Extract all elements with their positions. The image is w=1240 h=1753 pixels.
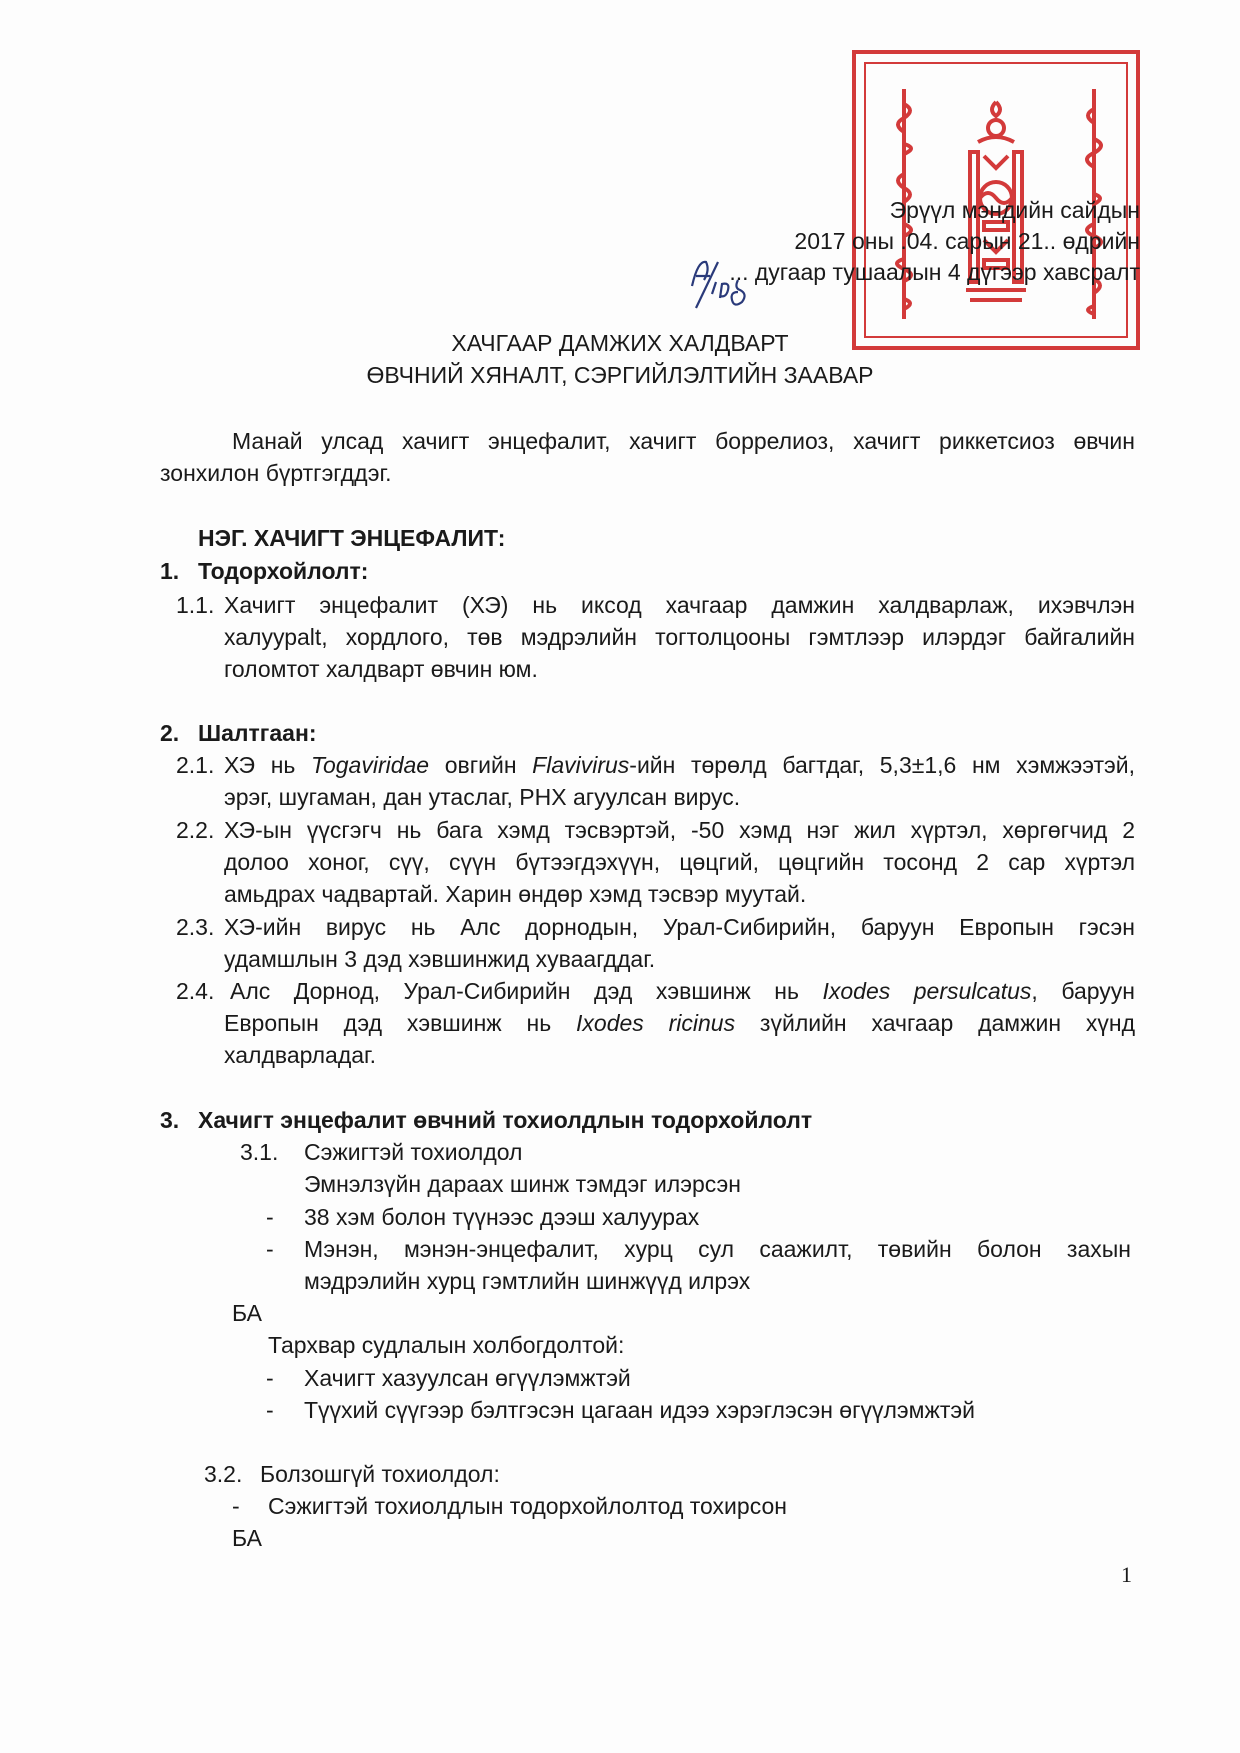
item-2-4-text-pre2: Европын дэд хэвшинж нь — [224, 1010, 577, 1036]
symptom-fever: 38 хэм болон түүнээс дээш халуурах — [304, 1204, 700, 1230]
sub3-number: 3. — [160, 1107, 180, 1133]
item-2-1-text-mid: овгийн — [429, 752, 533, 778]
epi-title: Тархвар судлалын холбогдолтой: — [268, 1332, 625, 1358]
item-2-2-line2: долоо хоног, сүү, сүүн бүтээгдэхүүн, цөцгий, цөцгийн тосонд 2 сар хүртэл — [224, 849, 1135, 875]
item-3-2-number: 3.2. — [204, 1461, 243, 1487]
item-2-1-text-post: -ийн төрөлд багтдаг, 5,3±1,6 нм хэмжээтэй, — [629, 752, 1136, 778]
bullet-dash: - — [232, 1493, 240, 1519]
handwritten-order-number-icon — [686, 252, 766, 318]
symptom-meningitis-line1: Мэнэн, мэнэн-энцефалит, хурц сул саажилт, төвийн болон захын — [304, 1236, 1131, 1262]
document-title-line2: ӨВЧНИЙ ХЯНАЛТ, СЭРГИЙЛЭЛТИЙН ЗААВАР — [366, 362, 874, 388]
intro-line1: Манай улсад хачигт энцефалит, хачигт боррелиоз, хачигт риккетсиоз өвчин — [232, 428, 1135, 454]
bullet-dash: - — [266, 1365, 274, 1391]
sub2-number: 2. — [160, 720, 180, 746]
bullet-dash: - — [266, 1236, 274, 1262]
item-1-1-number: 1.1. — [176, 592, 215, 618]
item-2-2-line1: ХЭ-ын үүсгэгч нь бага хэмд тэсвэртэй, -50 хэмд нэг жил хүртэл, хөргөгчид 2 — [224, 817, 1135, 843]
epi-tick-bite: Хачигт хазуулсан өгүүлэмжтэй — [304, 1365, 631, 1391]
item-2-3-line1: ХЭ-ийн вирус нь Алс дорнодын, Урал-Сибирийн, баруун Европын гэсэн — [224, 914, 1135, 940]
item-2-3-line2: удамшлын 3 дэд хэвшинжид хуваагддаг. — [224, 946, 656, 972]
item-3-2-title: Болзошгүй тохиолдол: — [260, 1461, 500, 1487]
intro-line2: зонхилон бүртгэгддэг. — [160, 460, 392, 486]
item-2-4-line3: халдварладаг. — [224, 1042, 377, 1068]
item-2-1-line2: эрэг, шугаман, дан утаслаг, РНХ агуулсан вирус. — [224, 784, 741, 810]
item-3-1-title: Сэжигтэй тохиолдол — [304, 1139, 523, 1165]
item-2-1-text-pre: ХЭ нь — [224, 752, 312, 778]
item-2-2-line3: амьдрах чадвартай. Харин өндөр хэмд тэсвэр муутай. — [224, 881, 807, 907]
sub1-title: Тодорхойлолт: — [198, 558, 369, 584]
header-line-date: 2017 оны .04. сарын 21.. өдрийн — [794, 228, 1140, 254]
item-1-1-line2: халуурalt, хордлого, төв мэдрэлийн тогтолцооны гэмтлээр илэрдэг байгалийн — [224, 624, 1135, 650]
document-title-line1: ХАЧГААР ДАМЖИХ ХАЛДВАРТ — [451, 330, 789, 356]
epi-raw-milk: Түүхий сүүгээр бэлтгэсэн цагаан идээ хэрэглэсэн өгүүлэмжтэй — [304, 1397, 975, 1423]
item-1-1-line3: голомтот халдварт өвчин юм. — [224, 656, 538, 682]
item-2-3-number: 2.3. — [176, 914, 215, 940]
item-3-2-bullet: Сэжигтэй тохиолдлын тодорхойлолтод тохирсон — [268, 1493, 787, 1519]
item-2-4-text-post1: , баруун — [1031, 978, 1135, 1004]
section-heading: НЭГ. ХАЧИГТ ЭНЦЕФАЛИТ: — [198, 525, 506, 551]
item-2-4-line1 — [230, 975, 1135, 1007]
header-line-minister: Эрүүл мэндийн сайдын — [889, 197, 1140, 223]
symptom-meningitis-line2: мэдрэлийн хурц гэмтлийн шинжүүд илрэх — [304, 1268, 751, 1294]
header-line-order: ... дугаар тушаалын 4 дүгээр хавсралт — [729, 259, 1140, 285]
item-2-1-line1 — [224, 749, 1135, 781]
item-2-2-number: 2.2. — [176, 817, 215, 843]
item-2-4-number: 2.4. — [176, 978, 215, 1004]
and-connector: БА — [232, 1525, 262, 1551]
item-2-4-text-post2: зүйлийн хачгаар дамжин хүнд — [735, 1010, 1135, 1036]
bullet-dash: - — [266, 1204, 274, 1230]
item-2-4-text-pre: Алс Дорнод, Урал-Сибирийн дэд хэвшинж нь — [230, 978, 823, 1004]
item-2-1-number: 2.1. — [176, 752, 215, 778]
item-2-4-species-persulcatus: Ixodes persulcatus — [822, 978, 1032, 1004]
page-number: 1 — [1121, 1562, 1132, 1587]
item-2-1-family-name: Togaviridae — [311, 752, 430, 778]
item-1-1-line1: Хачигт энцефалит (ХЭ) нь иксод хачгаар дамжин халдварлаж, ихэвчлэн — [224, 592, 1135, 618]
item-2-4-line2 — [224, 1007, 1135, 1039]
appendix-header — [540, 195, 1140, 288]
bullet-dash: - — [266, 1397, 274, 1423]
sub3-title: Хачигт энцефалит өвчний тохиолдлын тодорхойлолт — [198, 1107, 813, 1133]
item-3-1-number: 3.1. — [240, 1139, 279, 1165]
and-connector: БА — [232, 1300, 262, 1326]
sub2-title: Шалтгаан: — [198, 720, 317, 746]
item-2-1-genus-name: Flavivirus — [532, 752, 630, 778]
item-2-4-species-ricinus: Ixodes ricinus — [576, 1010, 736, 1036]
sub1-number: 1. — [160, 558, 180, 584]
item-3-1-subtitle: Эмнэлзүйн дараах шинж тэмдэг илэрсэн — [304, 1171, 741, 1197]
